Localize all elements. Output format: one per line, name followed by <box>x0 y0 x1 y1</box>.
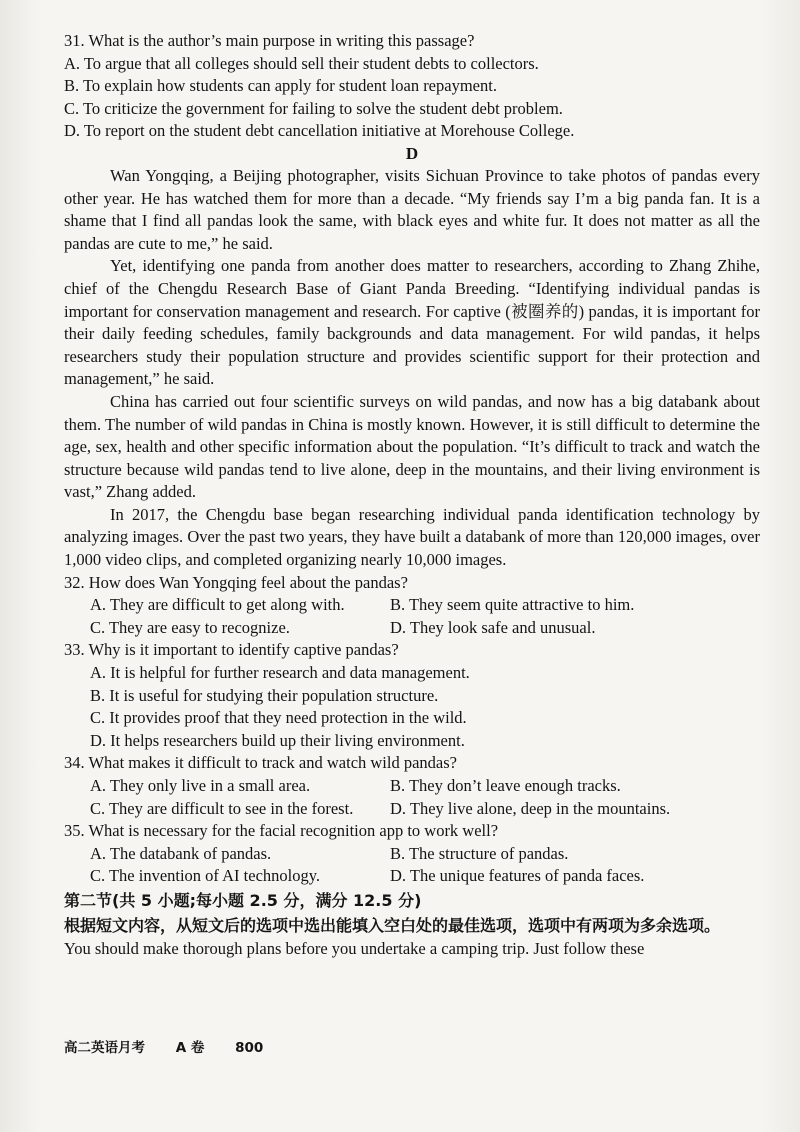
option-b: B. The structure of pandas. <box>390 843 569 863</box>
option-d: D. To report on the student debt cancellation initiative at Morehouse College. <box>64 121 575 141</box>
question-stem: 33. Why is it important to identify captive pandas? <box>64 640 399 660</box>
passage-paragraph: Wan Yongqing, a Beijing photographer, visits Sichuan Province to take photos of pandas every other year. He has watched them for more than a decade. “My friends say I’m a big panda fan. It is a shame that I find all pandas look the same, with black eyes and white fur. It does not matter as all the pandas are cute to me,” he said. <box>64 165 760 253</box>
option-d: D. It helps researchers build up their living environment. <box>90 730 465 750</box>
footer-course: 高二英语月考 <box>64 1040 145 1056</box>
option-c: C. To criticize the government for failing to solve the student debt problem. <box>64 98 563 118</box>
passage-paragraph: China has carried out four scientific surveys on wild pandas, and now has a big databank about them. The number of wild pandas in China is mostly known. However, it is still difficult to determine the age, sex, health and other specific information about the population. “It’s difficult to track and watch the structure because wild pandas tend to live alone, deep in the mountains, and their living environment is vast,” Zhang added. <box>64 391 760 502</box>
option-a: A. To argue that all colleges should sell their student debts to collectors. <box>64 53 539 73</box>
option-b: B. It is useful for studying their population structure. <box>90 685 439 705</box>
question-34 <box>64 752 760 820</box>
question-31 <box>64 30 760 143</box>
part-2-intro: You should make thorough plans before you undertake a camping trip. Just follow these <box>64 938 645 958</box>
part-2-heading: 第二节(共 5 小题;每小题 2.5 分，满分 12.5 分) <box>64 890 422 910</box>
option-b: B. They don’t leave enough tracks. <box>390 776 621 795</box>
option-c: C. They are easy to recognize. <box>90 617 290 637</box>
option-a: A. The databank of pandas. <box>90 843 272 863</box>
option-d: D. The unique features of panda faces. <box>390 866 645 886</box>
option-b: B. To explain how students can apply for student loan repayment. <box>64 76 497 96</box>
option-d: D. They look safe and unusual. <box>390 617 596 637</box>
passage-paragraph: Yet, identifying one panda from another does matter to researchers, according to Zhang Zhihe, chief of the Chengdu Research Base of Giant Panda Breeding. “Identifying individual pandas is important for conservation management and research. For captive (被圈养的) pandas, it is important for their daily feeding schedules, family backgrounds and data management. For wild pandas, it helps researchers study their population structure and provides scientific support for their protection and management,” he said. <box>64 256 760 389</box>
option-c: C. It provides proof that they need protection in the wild. <box>90 708 467 728</box>
question-35 <box>64 820 760 888</box>
question-33 <box>64 639 760 752</box>
question-stem: 35. What is necessary for the facial recognition app to work well? <box>64 821 499 841</box>
footer-page-number: 800 <box>235 1040 264 1056</box>
passage-d <box>64 165 760 572</box>
option-c: C. They are difficult to see in the forest. <box>90 798 354 818</box>
option-a: A. It is helpful for further research and data management. <box>90 663 470 683</box>
question-stem: 31. What is the author’s main purpose in writing this passage? <box>64 31 475 50</box>
option-b: B. They seem quite attractive to him. <box>390 595 635 615</box>
question-stem: 32. How does Wan Yongqing feel about the pandas? <box>64 572 408 592</box>
part-2-instruction: 根据短文内容，从短文后的选项中选出能填入空白处的最佳选项，选项中有两项为多余选项。 <box>64 915 721 935</box>
option-d: D. They live alone, deep in the mountains. <box>390 798 671 818</box>
passage-paragraph: In 2017, the Chengdu base began researching individual panda identification technology by analyzing images. Over the past two years, they have built a databank of more than 120,000 images, over 1,000 video clips, and completed organizing nearly 10,000 images. <box>64 504 760 570</box>
option-a: A. They are difficult to get along with. <box>90 595 345 615</box>
page-footer <box>64 1036 289 1056</box>
question-32 <box>64 572 760 640</box>
footer-paper: A 卷 <box>175 1040 205 1056</box>
option-c: C. The invention of AI technology. <box>90 866 321 886</box>
section-d-label: D <box>405 143 419 163</box>
question-stem: 34. What makes it difficult to track and watch wild pandas? <box>64 753 457 773</box>
option-a: A. They only live in a small area. <box>90 776 311 795</box>
